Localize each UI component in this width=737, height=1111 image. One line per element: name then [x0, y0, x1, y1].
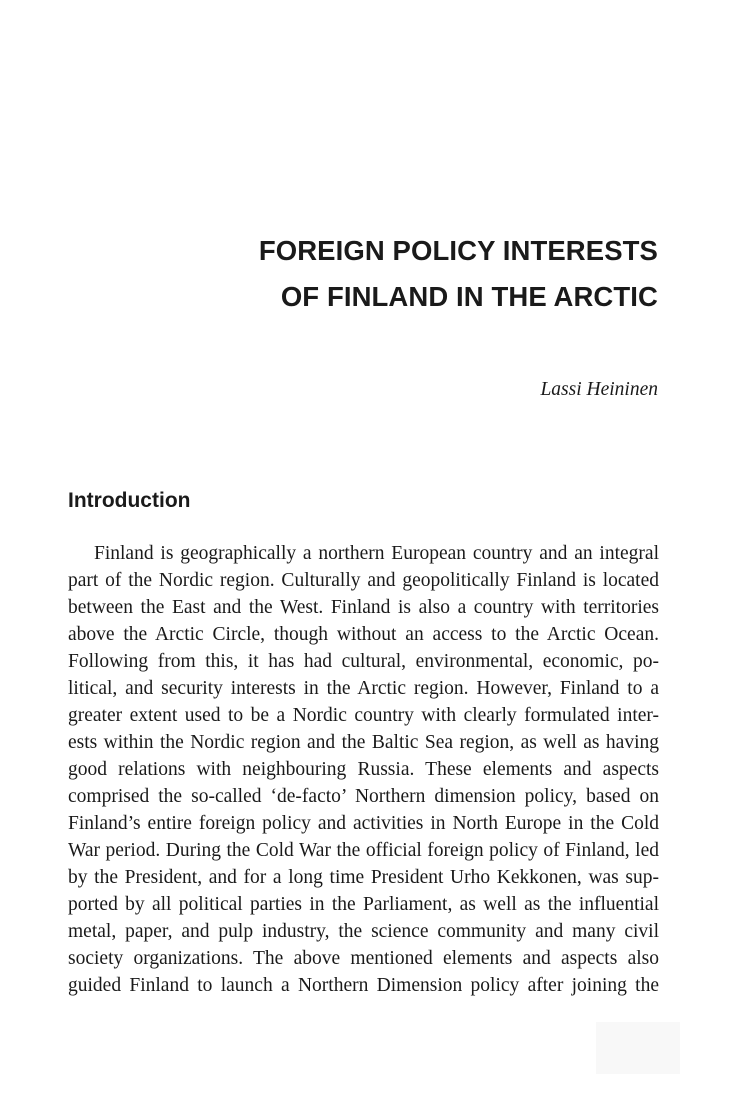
- paragraph-line: comprised the so-called ‘de-facto’ Northern dimension policy, based on: [68, 786, 659, 807]
- section-heading: Introduction: [68, 489, 191, 512]
- chapter-title: [259, 228, 658, 320]
- paragraph-line: War period. During the Cold War the official foreign policy of Finland, led: [68, 840, 659, 861]
- paragraph-line: society organizations. The above mentioned elements and aspects also: [68, 948, 659, 969]
- paragraph-line: Following from this, it has had cultural, environmental, economic, po-: [68, 651, 659, 672]
- paragraph-line: Finland is geographically a northern European country and an integral: [94, 543, 659, 564]
- paragraph-line: between the East and the West. Finland is also a country with territories: [68, 597, 659, 618]
- paragraph-line: ests within the Nordic region and the Baltic Sea region, as well as having: [68, 732, 659, 753]
- paragraph-line: by the President, and for a long time President Urho Kekkonen, was sup-: [68, 867, 659, 888]
- paragraph-line: ported by all political parties in the Parliament, as well as the influential: [68, 894, 659, 915]
- paragraph-line: above the Arctic Circle, though without an access to the Arctic Ocean.: [68, 624, 659, 645]
- paragraph-line: good relations with neighbouring Russia. These elements and aspects: [68, 759, 659, 780]
- body-paragraph: [68, 540, 659, 999]
- page-corner-shade: [596, 1022, 680, 1074]
- chapter-title-line-1: FOREIGN POLICY INTERESTS: [258, 235, 658, 266]
- paragraph-line: greater extent used to be a Nordic country with clearly formulated inter-: [68, 705, 659, 726]
- paragraph-line: Finland’s entire foreign policy and activities in North Europe in the Cold: [68, 813, 659, 834]
- paragraph-line: part of the Nordic region. Culturally and geopolitically Finland is located: [68, 570, 659, 591]
- paragraph-line: litical, and security interests in the Arctic region. However, Finland to a: [68, 678, 659, 699]
- chapter-title-line-2: OF FINLAND IN THE ARCTIC: [280, 281, 658, 312]
- author-name: Lassi Heininen: [540, 379, 658, 400]
- paragraph-line: metal, paper, and pulp industry, the science community and many civil: [68, 921, 659, 942]
- paragraph-line: guided Finland to launch a Northern Dimension policy after joining the: [68, 975, 659, 996]
